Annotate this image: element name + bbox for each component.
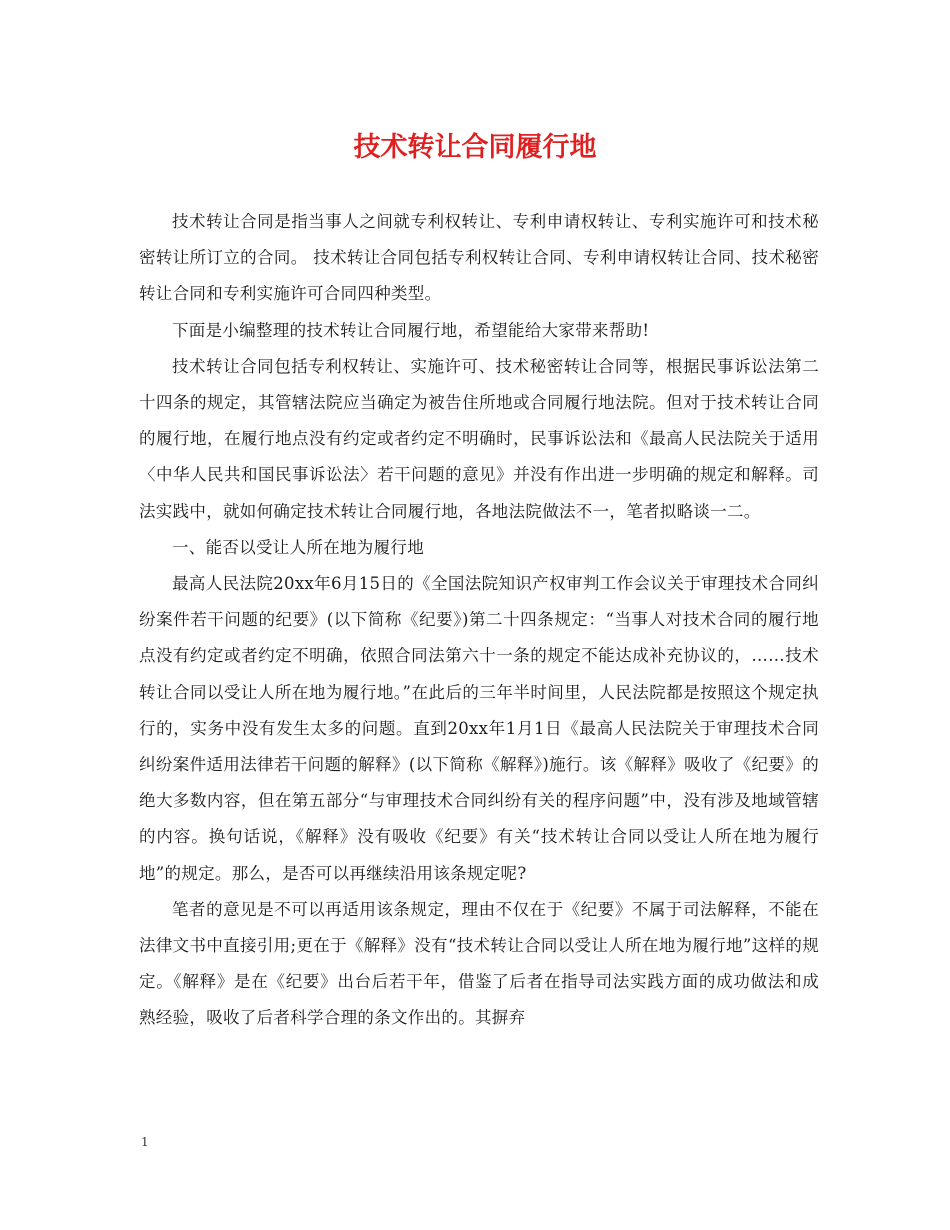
section-heading-1: 一、能否以受让人所在地为履行地	[172, 537, 424, 557]
document-title: 技术转让合同履行地	[353, 132, 597, 163]
paragraph-section-1: 最高人民法院20xx年6月15日的《全国法院知识产权审判工作会议关于审理技术合同纠纷案件若干问题的纪要》(以下简称《纪要》)第二十四条规定：“当事人对技术合同的履行地点没有约定或者约定不明确，依照合同法第六十一条的规定不能达成补充协议的，……技术转让合同以受让人所在地为履行地。”在此后的三年半时间里，人民法院都是按照这个规定执行的，实务中没有发生太多的问题。直到20xx年1月1日《最高人民法院关于审理技术合同纠纷案件适用法律若干问题的解释》(以下简称《解释》)施行。该《解释》吸收了《纪要》的绝大多数内容，但在第五部分“与审理技术合同纠纷有关的程序问题”中，没有涉及地域管辖的内容。换句话说，《解释》没有吸收《纪要》有关“技术转让合同以受让人所在地为履行地”的规定。那么，是否可以再继续沿用该条规定呢?	[139, 574, 819, 883]
paragraph-opinion: 笔者的意见是不可以再适用该条规定，理由不仅在于《纪要》不属于司法解释，不能在法律文书中直接引用;更在于《解释》没有“技术转让合同以受让人所在地为履行地”这样的规定。《解释》是在《纪要》出台后若干年，借鉴了后者在指导司法实践方面的成功做法和成熟经验，吸收了后者科学合理的条文作出的。其摒弃	[139, 899, 819, 1028]
page-number: 1	[141, 1135, 149, 1149]
document-body	[139, 204, 819, 1037]
paragraph-background: 技术转让合同包括专利权转让、实施许可、技术秘密转让合同等，根据民事诉讼法第二十四条的规定，其管辖法院应当确定为被告住所地或合同履行地法院。但对于技术转让合同的履行地，在履行地点没有约定或者约定不明确时，民事诉讼法和《最高人民法院关于适用〈中华人民共和国民事诉讼法〉若干问题的意见》并没有作出进一步明确的规定和解释。司法实践中，就如何确定技术转让合同履行地，各地法院做法不一，笔者拟略谈一二。	[139, 356, 819, 521]
paragraph-lead: 下面是小编整理的技术转让合同履行地，希望能给大家带来帮助!	[172, 320, 650, 340]
paragraph-intro: 技术转让合同是指当事人之间就专利权转让、专利申请权转让、专利实施许可和技术秘密转让所订立的合同。 技术转让合同包括专利权转让合同、专利申请权转让合同、技术秘密转让合同和专利实施许可合同四种类型。	[139, 212, 819, 304]
